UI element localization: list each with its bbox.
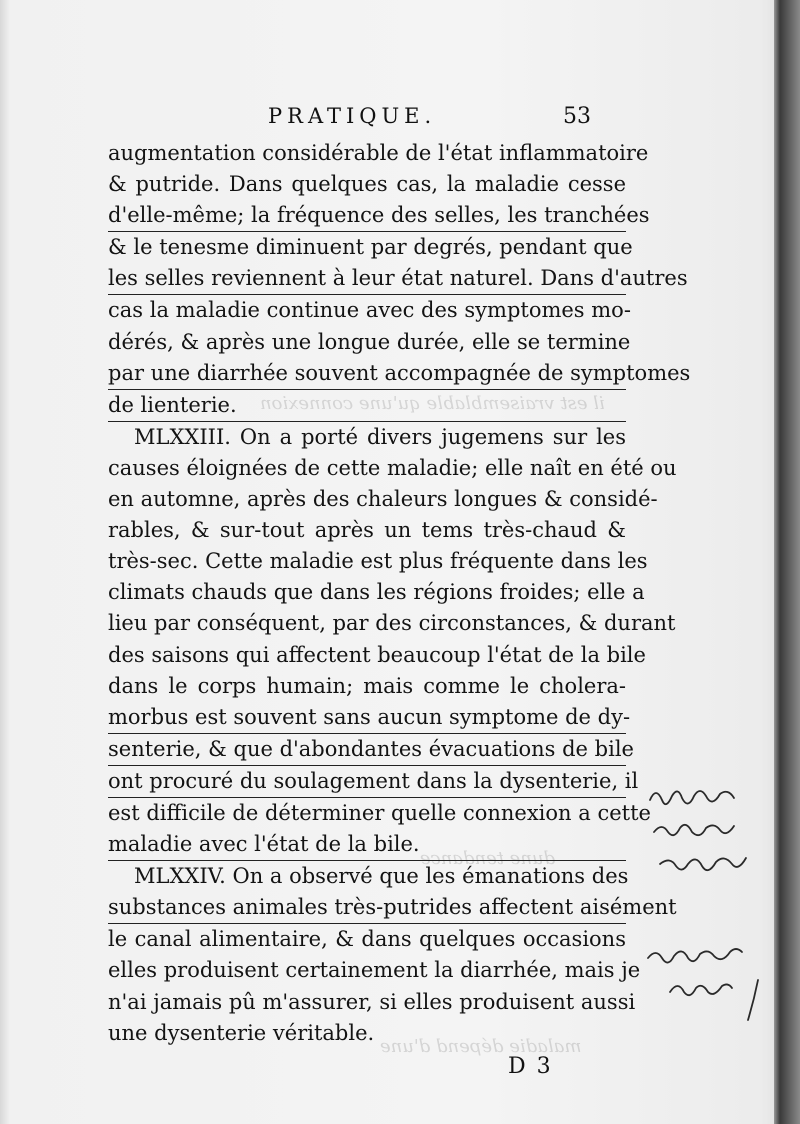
text-line: d'elle-même; la fréquence des selles, les tranchées (108, 200, 626, 232)
show-through-text: maladie dépend d'une (380, 1036, 582, 1057)
text-line: dérés, & après une longue durée, elle se termine (108, 329, 631, 354)
body-text (108, 138, 691, 1049)
text-line: augmentation considérable de l'état inflammatoire (108, 141, 649, 165)
text-line: est difficile de déterminer quelle connexion a cette (108, 800, 651, 825)
text-line: en automne, après des chaleurs longues & considé- (108, 487, 658, 512)
text-line: causes éloignées de cette maladie; elle naît en été ou (108, 455, 677, 480)
text-line: très-sec. Cette maladie est plus fréquente dans les (108, 549, 648, 574)
text-line: lieu par conséquent, par des circonstances, & durant (108, 611, 676, 636)
handwritten-annotation (640, 770, 780, 1030)
text-line: cas la maladie continue avec des symptomes mo- (108, 298, 631, 323)
section-heading-line: MLXXIV. On a observé que les émanations des (134, 864, 629, 889)
text-line: rables, & sur-tout après un tems très-chaud & (108, 518, 626, 543)
text-line: n'ai jamais pû m'assurer, si elles produisent aussi (108, 989, 636, 1014)
text-line: par une diarrhée souvent accompagnée de symptomes (108, 358, 626, 390)
text-line: climats chauds que dans les régions froides; elle a (108, 580, 645, 605)
text-line: les selles reviennent à leur état naturel. Dans d'autres (108, 263, 626, 295)
section-heading-line: MLXXIII. On a porté divers jugemens sur les (134, 424, 626, 449)
text-line: elles produisent certainement la diarrhée, mais je (108, 958, 641, 983)
show-through-text: dune tendance (420, 848, 556, 869)
text-line: une dysenterie véritable. (108, 1020, 375, 1045)
signature-mark: D 3 (508, 1054, 553, 1079)
page-number: 53 (563, 104, 591, 129)
text-line: & le tenesme diminuent par degrés, pendant que (108, 235, 633, 260)
text-line: des saisons qui affectent beaucoup l'état de la bile (108, 642, 646, 667)
text-line: & putride. Dans quelques cas, la maladie cesse (108, 172, 626, 197)
text-line: senterie, & que d'abondantes évacuations de bile (108, 734, 626, 766)
text-line: ont procuré du soulagement dans la dysenterie, il (108, 766, 626, 798)
text-line: maladie avec l'état de la bile. (108, 829, 626, 861)
page-header (108, 98, 628, 138)
text-line: substances animales très-putrides affectent aisément (108, 892, 626, 924)
show-through-text: il est vraisemblable qu'une connexion (260, 393, 605, 414)
text-line: le canal alimentaire, & dans quelques occasions (108, 927, 626, 952)
text-line: dans le corps humain; mais comme le cholera- (108, 673, 626, 698)
text-line: de lienterie. (108, 390, 626, 422)
running-head: PRATIQUE. (268, 104, 437, 128)
text-line: morbus est souvent sans aucun symptome de dy- (108, 702, 626, 734)
